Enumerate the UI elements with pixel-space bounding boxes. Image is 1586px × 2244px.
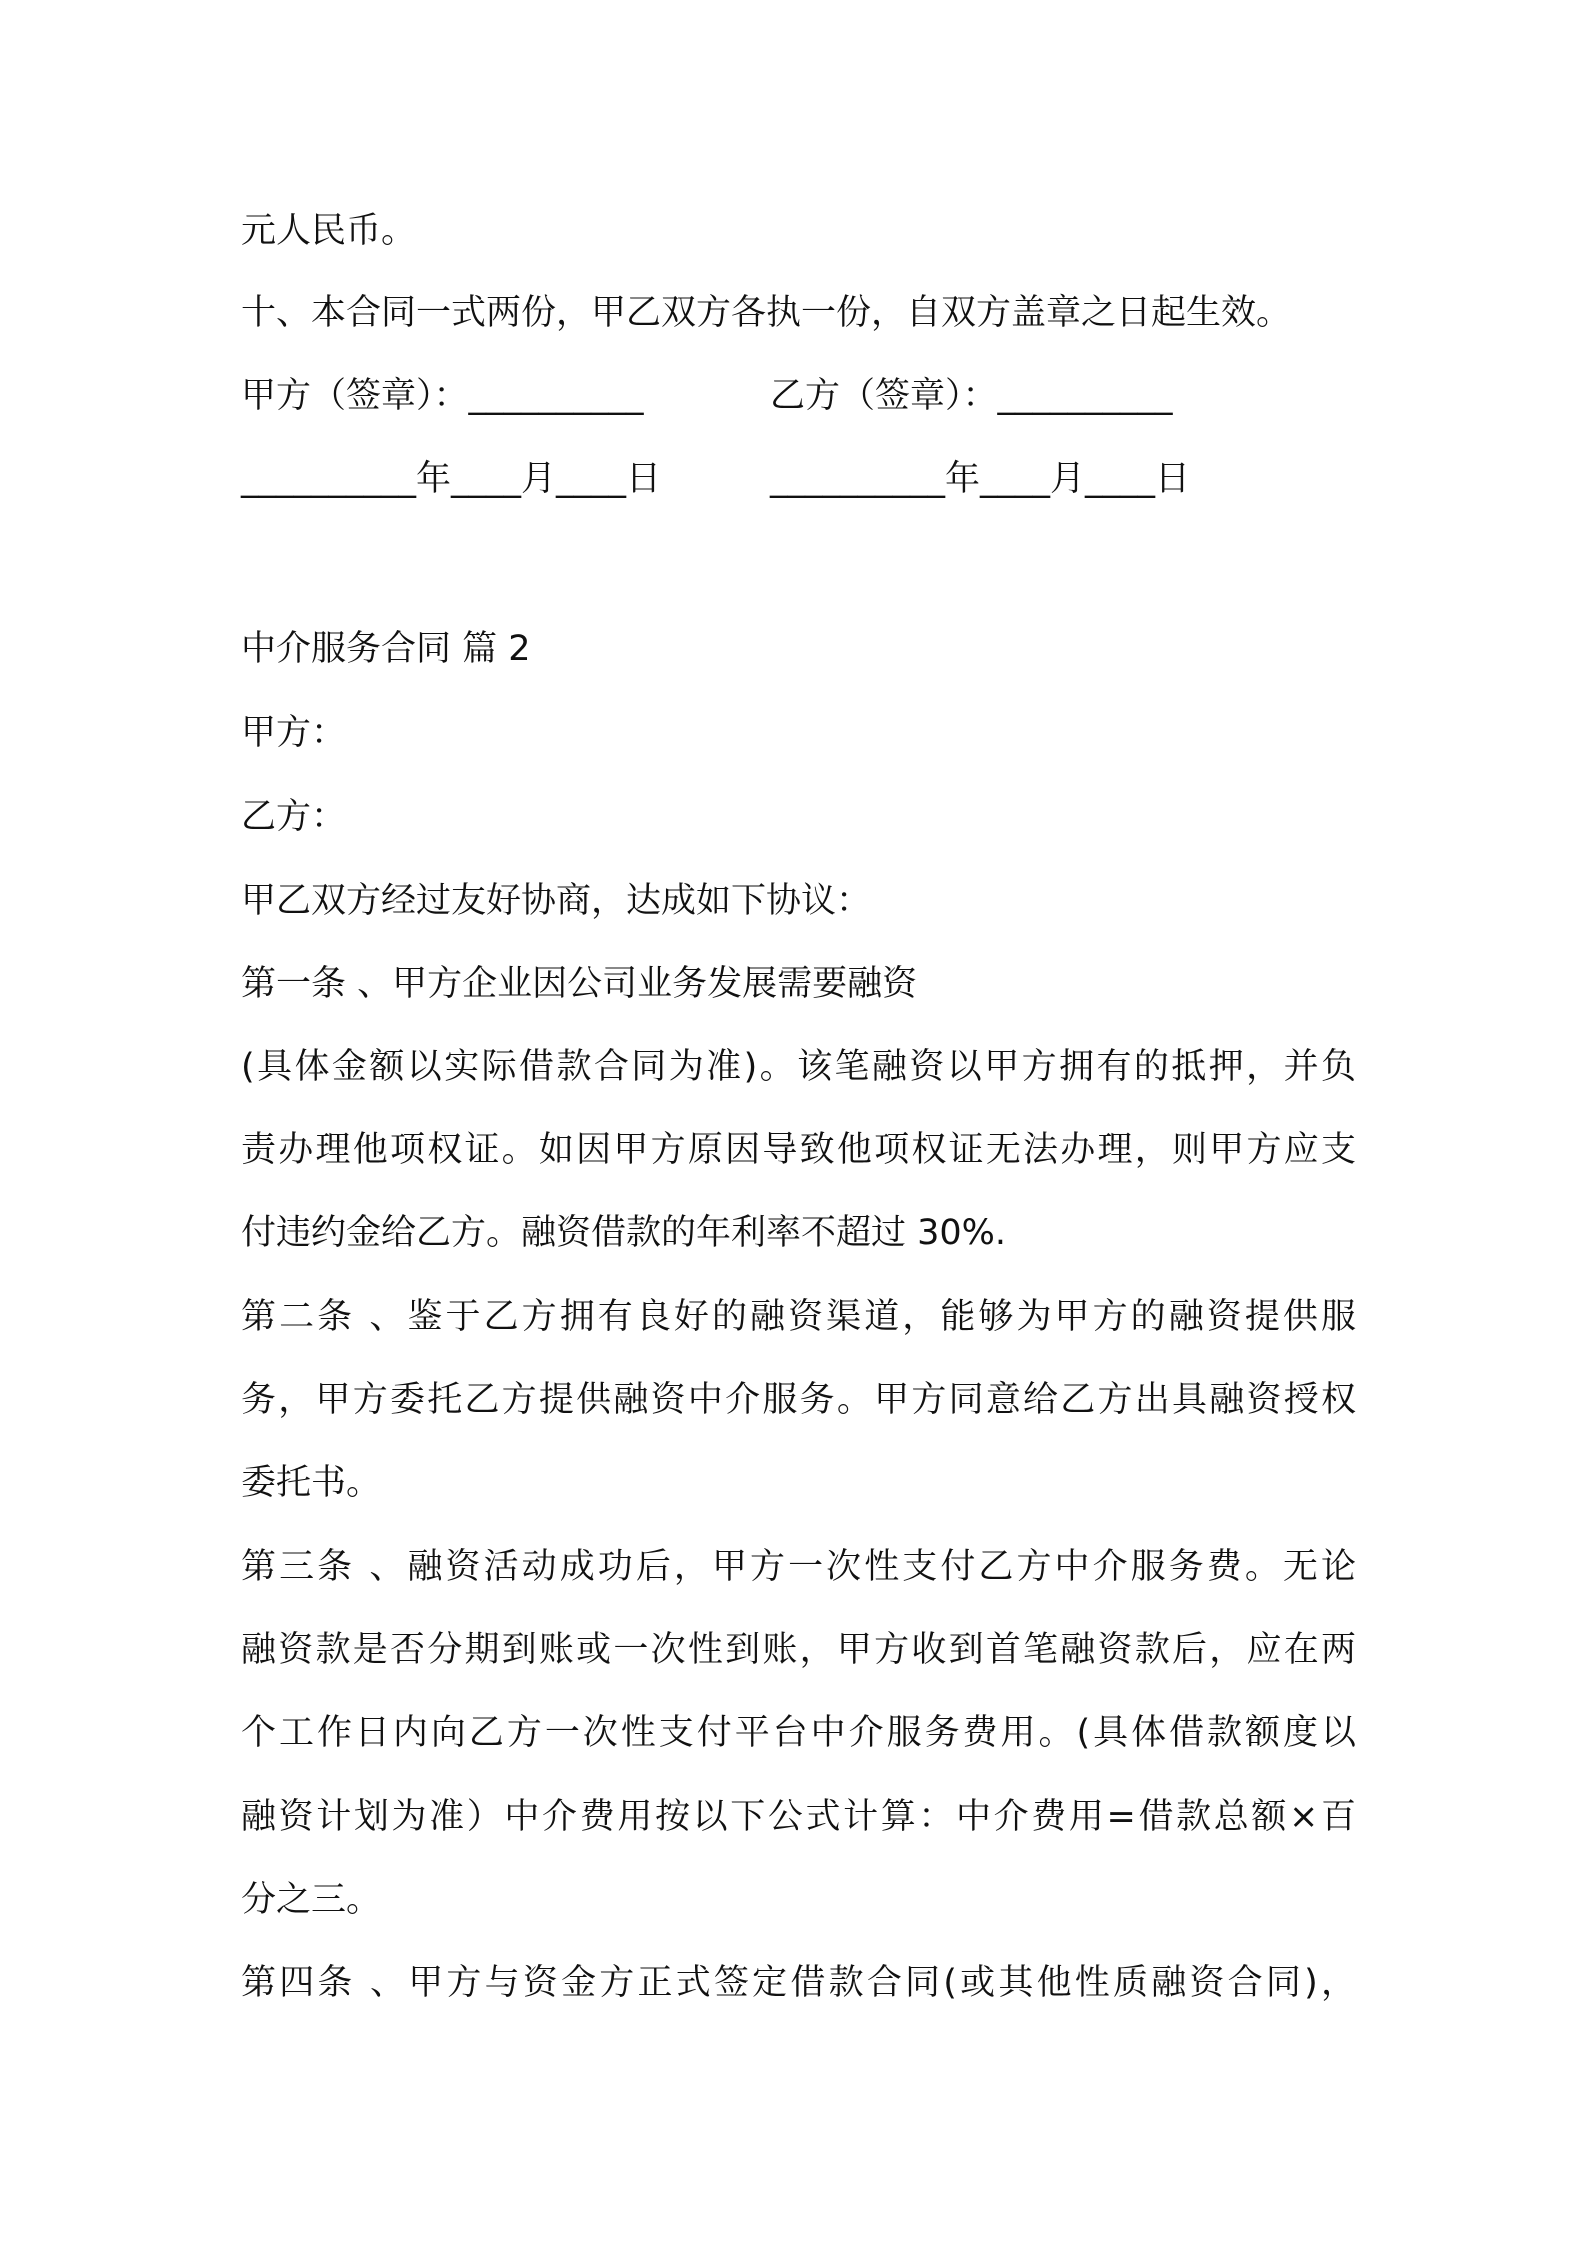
article-two-line: 委托书。 [241, 1463, 382, 1503]
section-heading: 中介服务合同 篇 2 [241, 629, 531, 669]
party-b-line: 乙方： [241, 797, 347, 837]
clause-ten: 十、本合同一式两份，甲乙双方各执一份，自双方盖章之日起生效。 [241, 293, 1292, 333]
article-three-line: 分之三。 [241, 1880, 382, 1920]
article-four-line: 第四条 、甲方与资金方正式签定借款合同(或其他性质融资合同)， [241, 1963, 1356, 2003]
article-three-line: 融资计划为准）中介费用按以下公式计算：中介费用=借款总额×百 [241, 1797, 1356, 1837]
article-two-line: 第二条 、鉴于乙方拥有良好的融资渠道，能够为甲方的融资提供服 [241, 1297, 1356, 1337]
party-a-signature: 甲方（签章）：__________ [241, 376, 644, 416]
article-one-line: 第一条 、甲方企业因公司业务发展需要融资 [241, 964, 918, 1004]
party-b-date: __________年____月____日 [770, 459, 1191, 499]
article-three-line: 第三条 、融资活动成功后，甲方一次性支付乙方中介服务费。无论 [241, 1547, 1356, 1587]
article-three-line: 个工作日内向乙方一次性支付平台中介服务费用。(具体借款额度以 [241, 1713, 1356, 1753]
article-one-line: 责办理他项权证。如因甲方原因导致他项权证无法办理，则甲方应支 [241, 1130, 1356, 1170]
party-a-line: 甲方： [241, 713, 347, 753]
party-a-date: __________年____月____日 [241, 459, 662, 499]
party-b-signature: 乙方（签章）：__________ [770, 376, 1173, 416]
article-two-line: 务，甲方委托乙方提供融资中介服务。甲方同意给乙方出具融资授权 [241, 1380, 1356, 1420]
intro-line: 甲乙双方经过友好协商，达成如下协议： [241, 881, 872, 921]
article-one-line: 付违约金给乙方。融资借款的年利率不超过 30%. [241, 1213, 1007, 1253]
article-one-line: (具体金额以实际借款合同为准)。该笔融资以甲方拥有的抵押，并负 [241, 1047, 1356, 1087]
text-line: 元人民币。 [241, 211, 417, 251]
article-three-line: 融资款是否分期到账或一次性到账，甲方收到首笔融资款后，应在两 [241, 1630, 1356, 1670]
